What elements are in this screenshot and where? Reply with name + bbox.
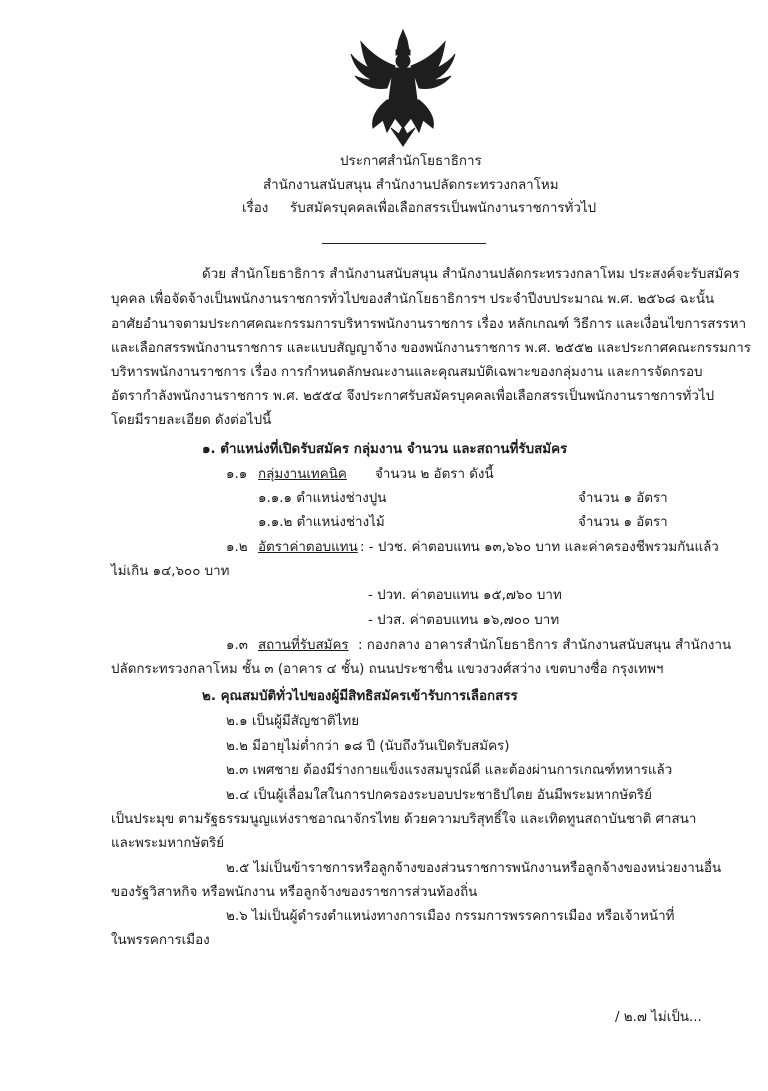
garuda-emblem-icon	[347, 28, 459, 148]
s12-rate-c: - ปวส. ค่าตอบแทน ๑๖,๗๐๐ บาท	[368, 613, 560, 628]
s13-label: สถานที่รับสมัคร	[258, 638, 349, 653]
s11-group-label: กลุ่มงานเทคนิค	[258, 467, 347, 482]
subject-label: เรื่อง	[242, 201, 269, 216]
subject-text: รับสมัครบุคคลเพื่อเลือกสรรเป็นพนักงานราชการทั่วไป	[290, 201, 597, 216]
header-line-1: ประกาศสำนักโยธาธิการ	[340, 154, 482, 169]
qualification-2-4: ๒.๔ เป็นผู้เลื่อมใสในการปกครองระบอบประชาธิปไตย อันมีพระมหากษัตริย์	[226, 788, 652, 803]
s12-label: อัตราค่าตอบแทน	[258, 540, 358, 555]
position-2: ๑.๑.๒ ตำแหน่งช่างไม้	[258, 515, 385, 530]
intro-line-2: บุคคล เพื่อจัดจ้างเป็นพนักงานราชการทั่วไปของสำนักโยธาธิการฯ ประจำปีงบประมาณ พ.ศ. ๒๕๖๘ ฉะนั้น	[111, 292, 715, 307]
intro-line-3: อาศัยอำนาจตามประกาศคณะกรรมการบริหารพนักงานราชการ เรื่อง หลักเกณฑ์ วิธีการ และเงื่อนไขการสรรหา	[111, 317, 747, 332]
s11-rest: จำนวน ๒ อัตรา ดังนี้	[375, 467, 494, 482]
s12-continued: ไม่เกิน ๑๔,๖๐๐ บาท	[111, 564, 230, 579]
qualification-2-4-cont: เป็นประมุข ตามรัฐธรรมนูญแห่งราชอาณาจักรไทย ด้วยความบริสุทธิ์ใจ และเทิดทูนสถาบันชาติ ศาสนา	[111, 812, 697, 827]
intro-line-7: โดยมีรายละเอียด ดังต่อไปนี้	[111, 413, 272, 428]
position-1: ๑.๑.๑ ตำแหน่งช่างปูน	[258, 491, 387, 506]
section2-heading: ๒. คุณสมบัติทั่วไปของผู้มีสิทธิสมัครเข้ารับการเลือกสรร	[202, 689, 518, 704]
header-divider	[322, 243, 486, 244]
qualification-2-6-cont: ในพรรคการเมือง	[111, 933, 210, 948]
qualification-2-1: ๒.๑ เป็นผู้มีสัญชาติไทย	[226, 714, 360, 729]
header-line-2: สำนักงานสนับสนุน สำนักงานปลัดกระทรวงกลาโหม	[263, 178, 559, 193]
intro-line-4: และเลือกสรรพนักงานราชการ และแบบสัญญาจ้าง ของพนักงานราชการ พ.ศ. ๒๕๕๒ และประกาศคณะกรรมการ	[111, 341, 751, 356]
s12-rest: : - ปวช. ค่าตอบแทน ๑๓,๖๖๐ บาท และค่าครองชีพรวมกันแล้ว	[360, 540, 719, 555]
qualification-2-3: ๒.๓ เพศชาย ต้องมีร่างกายแข็งแรงสมบูรณ์ดี และต้องผ่านการเกณฑ์ทหารแล้ว	[226, 763, 673, 778]
intro-line-1: ด้วย สำนักโยธาธิการ สำนักงานสนับสนุน สำนักงานปลัดกระทรวงกลาโหม ประสงค์จะรับสมัคร	[202, 267, 740, 282]
s13-continued: ปลัดกระทรวงกลาโหม ชั้น ๓ (อาคาร ๔ ชั้น) ถนนประชาชื่น แขวงวงศ์สว่าง เขตบางซื่อ กรุงเทพฯ	[111, 662, 664, 677]
s13-number: ๑.๓	[226, 638, 248, 653]
s13-rest: : กองกลาง อาคารสำนักโยธาธิการ สำนักงานสนับสนุน สำนักงาน	[358, 638, 732, 653]
position-1-count: จำนวน ๑ อัตรา	[578, 491, 668, 506]
section1-heading: ๑. ตำแหน่งที่เปิดรับสมัคร กลุ่มงาน จำนวน และสถานที่รับสมัคร	[202, 442, 568, 457]
position-2-count: จำนวน ๑ อัตรา	[578, 515, 668, 530]
s11-number: ๑.๑	[226, 467, 248, 482]
qualification-2-5: ๒.๕ ไม่เป็นข้าราชการหรือลูกจ้างของส่วนราชการพนักงานหรือลูกจ้างของหน่วยงานอื่น	[226, 861, 722, 876]
intro-line-6: อัตรากำลังพนักงานราชการ พ.ศ. ๒๕๕๔ จึงประกาศรับสมัครบุคคลเพื่อเลือกสรรเป็นพนักงานราชการทั่วไป	[111, 389, 715, 404]
qualification-2-4-cont2: และพระมหากษัตริย์	[111, 836, 225, 851]
qualification-2-2: ๒.๒ มีอายุไม่ต่ำกว่า ๑๘ ปี (นับถึงวันเปิดรับสมัคร)	[226, 739, 510, 754]
intro-line-5: บริหารพนักงานราชการ เรื่อง การกำหนดลักษณะงานและคุณสมบัติเฉพาะของกลุ่มงาน และการจัดกรอบ	[111, 365, 703, 380]
s12-rate-b: - ปวท. ค่าตอบแทน ๑๕,๗๖๐ บาท	[368, 588, 562, 603]
continuation-note: / ๒.๗ ไม่เป็น...	[615, 1010, 702, 1025]
qualification-2-6: ๒.๖ ไม่เป็นผู้ดำรงตำแหน่งทางการเมือง กรรมการพรรคการเมือง หรือเจ้าหน้าที่	[226, 909, 675, 924]
qualification-2-5-cont: ของรัฐวิสาหกิจ หรือพนักงาน หรือลูกจ้างของราชการส่วนท้องถิ่น	[111, 885, 478, 900]
s12-number: ๑.๒	[226, 540, 248, 555]
